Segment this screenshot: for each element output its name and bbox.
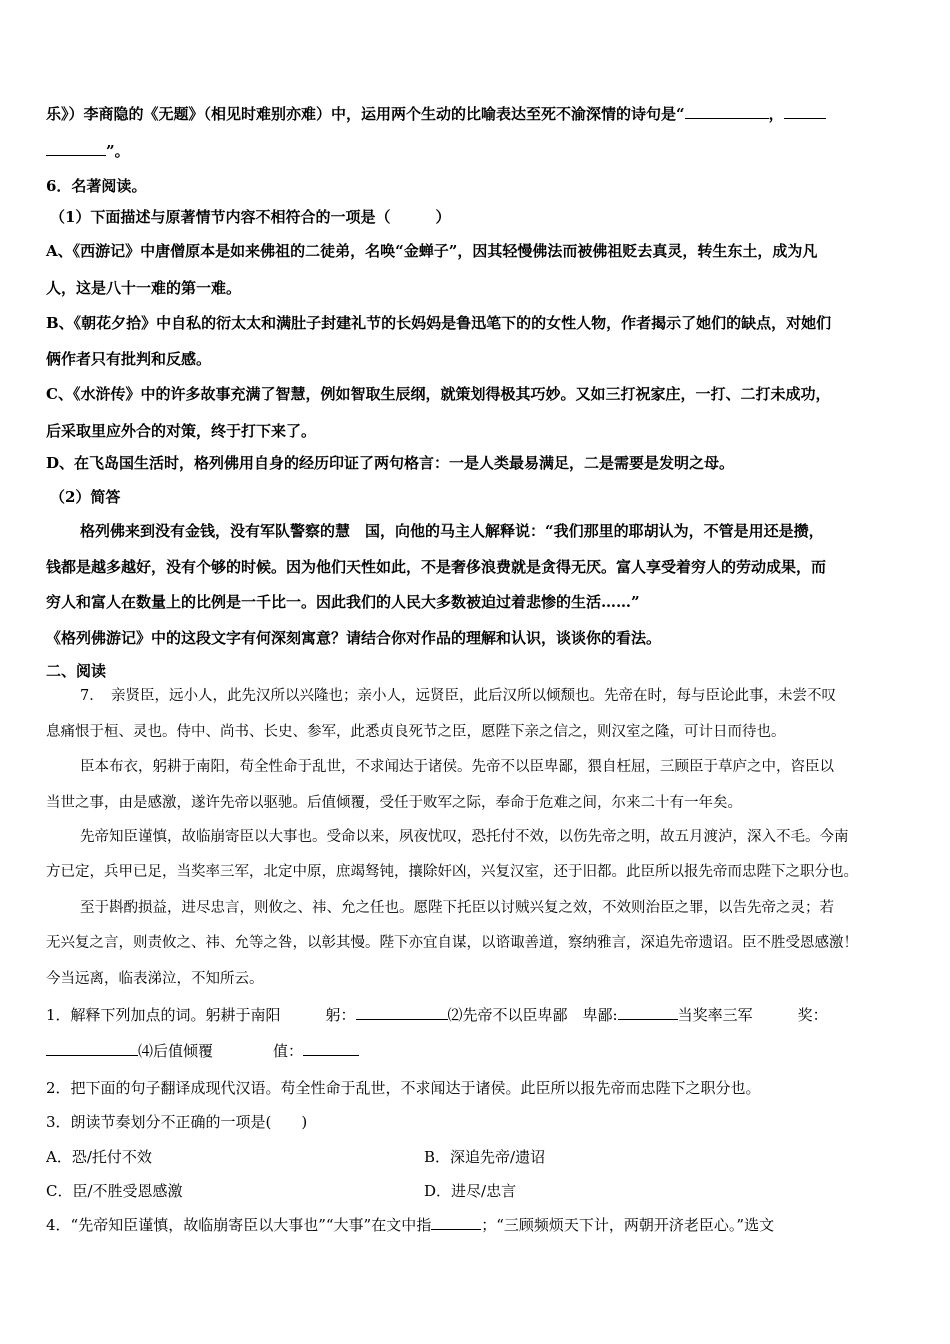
question-1-line2 xyxy=(46,1041,359,1061)
q6-quote-line2: 钱都是越多越好，没有个够的时候。因为他们天性如此，不是奢侈浪费就是贪得无厌。富人享受着穷人的劳动成果，而 xyxy=(46,558,827,576)
section2-title: 二、阅读 xyxy=(46,662,107,680)
q3-option-b[interactable]: B．深追先帝/遗诏 xyxy=(424,1148,546,1166)
q1-part-a: 1．解释下列加点的词。躬耕于南阳 躬： xyxy=(46,1006,356,1024)
q6-option-c-line1: C、《水浒传》中的许多故事充满了智慧，例如智取生辰纲，就策划得极其巧妙。又如三打祝家庄，一打、二打未成功， xyxy=(46,385,831,403)
q4-part-b: ；“三顾频烦天下计，两朝开济老臣心。”选文 xyxy=(481,1216,775,1234)
passage-p4-line1: 至于斟酌损益，进尽忠言，则攸之、祎、允之任也。愿陛下托臣以讨贼兴复之效，不效则治臣之罪，以告先帝之灵；若 xyxy=(80,900,834,916)
q6-quote-line3: 穷人和富人在数量上的比例是一千比一。因此我们的人民大多数被迫过着悲惨的生活……” xyxy=(46,593,640,611)
q6-quote-line1: 格列佛来到没有金钱，没有军队警察的慧 国，向他的马主人解释说：“我们那里的耶胡认为，不管是用还是攒， xyxy=(80,522,824,540)
q1-blank-b[interactable] xyxy=(618,1005,678,1020)
q3-option-a[interactable]: A．恐/托付不效 xyxy=(46,1148,152,1166)
passage-p2-line1: 臣本布衣，躬耕于南阳，苟全性命于乱世，不求闻达于诸侯。先帝不以臣卑鄙，猥自枉屈，三顾臣于草庐之中，咨臣以 xyxy=(80,759,834,775)
passage-p4-line2: 无兴复之言，则责攸之、祎、允等之咎，以彰其慢。陛下亦宜自谋，以谘诹善道，察纳雅言，深追先帝遗诏。臣不胜受恩感激！ xyxy=(46,935,858,951)
q6-option-c-line2: 后采取里应外合的对策，终于打下来了。 xyxy=(46,422,317,440)
q6-option-a-line2: 人，这是八十一难的第一难。 xyxy=(46,279,242,297)
q1-blank-d[interactable] xyxy=(303,1041,359,1056)
passage-p1-line2: 息痛恨于桓、灵也。侍中、尚书、长史、参军，此悉贞良死节之臣，愿陛下亲之信之，则汉室之隆，可计日而待也。 xyxy=(46,724,786,740)
q6-question: 《格列佛游记》中的这段文字有何深刻寓意？请结合你对作品的理解和认识，谈谈你的看法。 xyxy=(46,629,662,647)
q1-blank-a[interactable] xyxy=(356,1005,448,1020)
passage-p1-line1: 7． 亲贤臣，远小人，此先汉所以兴隆也；亲小人，远贤臣，此后汉所以倾颓也。先帝在时，每与臣论此事，未尝不叹 xyxy=(80,688,836,704)
q6-option-d: D、在飞岛国生活时，格列佛用自身的经历印证了两句格言：一是人类最易满足，二是需要是发明之母。 xyxy=(46,454,735,472)
q6-option-a-line1: A、《西游记》中唐僧原本是如来佛祖的二徒弟，名唤“金蝉子”，因其轻慢佛法而被佛祖贬去真灵，转生东土，成为凡 xyxy=(46,242,818,260)
passage-p4-line3: 今当远离，临表涕泣，不知所云。 xyxy=(46,971,264,987)
q3-option-d[interactable]: D．进尽/忠言 xyxy=(424,1182,517,1200)
q6-title: 6．名著阅读。 xyxy=(46,177,147,195)
q1-part-c: 当奖率三军 奖： xyxy=(677,1006,828,1024)
q6-sub2: （2）简答 xyxy=(50,488,121,506)
q6-sub1: （1）下面描述与原著情节内容不相符合的一项是（ ） xyxy=(50,208,451,226)
question-3-row2 xyxy=(46,1181,517,1201)
q4-blank[interactable] xyxy=(431,1215,481,1230)
q5-line2 xyxy=(46,141,130,161)
q4-part-a: 4．“先帝知臣谨慎，故临崩寄臣以大事也”“大事”在文中指 xyxy=(46,1216,432,1234)
q1-blank-c[interactable] xyxy=(46,1041,138,1056)
q6-option-b-line1: B、《朝花夕拾》中自私的衍太太和满肚子封建礼节的长妈妈是鲁迅笔下的的女性人物，作者揭示了她们的缺点，对她们 xyxy=(46,314,832,332)
question-2: 2．把下面的句子翻译成现代汉语。苟全性命于乱世，不求闻达于诸侯。此臣所以报先帝而忠陛下之职分也。 xyxy=(46,1079,761,1097)
q5-blank-2a[interactable] xyxy=(784,104,826,119)
question-3-row1 xyxy=(46,1147,546,1167)
q5-blank-1[interactable] xyxy=(685,104,769,119)
question-4 xyxy=(46,1215,774,1235)
passage-p3-line1: 先帝知臣谨慎，故临崩寄臣以大事也。受命以来，夙夜忧叹，恐托付不效，以伤先帝之明，故五月渡泸，深入不毛。今南 xyxy=(80,829,849,845)
q5-sep: ， xyxy=(768,105,784,123)
passage-p3-line2: 方已定，兵甲已足，当奖率三军，北定中原，庶竭驽钝，攘除奸凶，兴复汉室，还于旧都。此臣所以报先帝而忠陛下之职分也。 xyxy=(46,864,858,880)
q6-option-b-line2: 俩作者只有批判和反感。 xyxy=(46,350,212,368)
q5-end: ”。 xyxy=(106,142,130,160)
q5-line1-text: 乐》）李商隐的《无题》（相见时难别亦难）中，运用两个生动的比喻表达至死不渝深情的诗句是“ xyxy=(46,105,685,123)
q1-part-b: ⑵先帝不以臣卑鄙 卑鄙: xyxy=(447,1006,618,1024)
q1-part-d: ⑷后值倾覆 值： xyxy=(138,1042,304,1060)
q5-line1 xyxy=(46,104,826,124)
question-3: 3．朗读节奏划分不正确的一项是( ) xyxy=(46,1113,308,1131)
passage-p2-line2: 当世之事，由是感激，遂许先帝以驱驰。后值倾覆，受任于败军之际，奉命于危难之间，尔来二十有一年矣。 xyxy=(46,795,742,811)
q5-blank-2b[interactable] xyxy=(46,141,106,156)
q3-option-c[interactable]: C．臣/不胜受恩感激 xyxy=(46,1182,183,1200)
question-1-line1 xyxy=(46,1005,828,1025)
